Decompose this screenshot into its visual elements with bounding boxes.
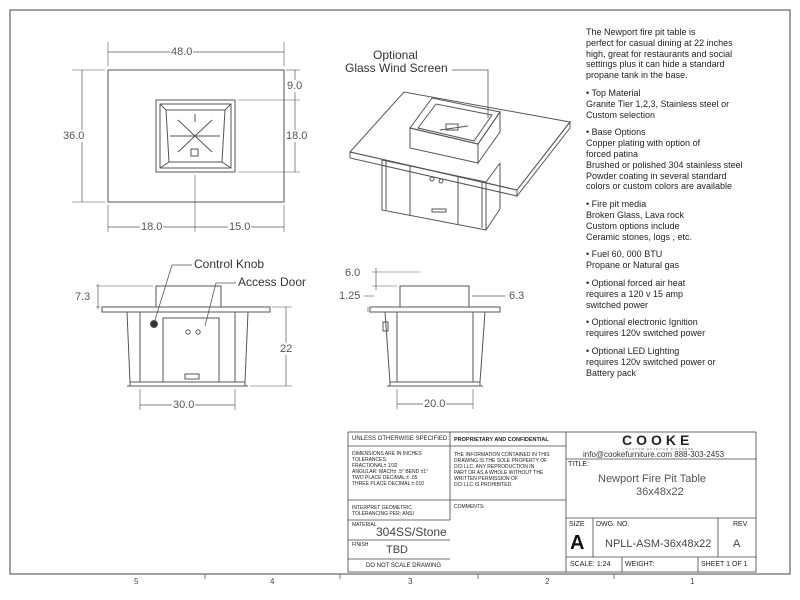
dim-top: 1.25 bbox=[339, 290, 361, 302]
interpret-block bbox=[352, 505, 414, 517]
dim-offset-left: 18.0 bbox=[141, 221, 163, 233]
spec-line: • Optional LED Lighting bbox=[586, 345, 680, 356]
proprietary-line: DRAWING IS THE SOLE PROPERTY OF bbox=[454, 458, 548, 464]
dim-inset-top: 9.0 bbox=[287, 80, 303, 92]
proprietary-line: DCI LLC IS PROHIBITED. bbox=[454, 482, 513, 488]
proprietary-line: PART OR AS A WHOLE WITHOUT THE bbox=[454, 470, 544, 476]
finish-value: TBD bbox=[386, 544, 408, 556]
spec-line: requires 120v switched power or bbox=[586, 356, 716, 367]
dim-width: 48.0 bbox=[171, 46, 193, 58]
spec-line: Granite Tier 1,2,3, Stainless steel or bbox=[586, 98, 730, 109]
intro-line: perfect for casual dining at 22 inches bbox=[586, 37, 733, 48]
tolerance-line: ANGULAR: MACH± .5° BEND ±1° bbox=[352, 469, 429, 475]
company-tagline: CUSTOM OUTDOOR KITCHENS bbox=[626, 447, 695, 451]
zone-label: 5 bbox=[134, 577, 139, 586]
tolerance-line: DIMENSIONS ARE IN INCHES bbox=[352, 451, 422, 457]
iso-view bbox=[350, 70, 570, 230]
dim-height: 22 bbox=[280, 343, 293, 355]
intro-line: The Newport fire pit table is bbox=[586, 27, 696, 37]
comments-label: COMMENTS: bbox=[454, 504, 485, 510]
proprietary-line: DCI LLC. ANY REPRODUCTION IN bbox=[454, 464, 535, 470]
spec-line: requires 120v switched power bbox=[586, 328, 706, 339]
dim-screen-height: 7.3 bbox=[75, 291, 91, 303]
wind-screen-callout-line1: Optional bbox=[373, 48, 418, 62]
dim-burner: 18.0 bbox=[286, 130, 308, 142]
spec-line: Brushed or polished 304 stainless steel bbox=[586, 159, 743, 170]
intro-line: propane tank in the base. bbox=[586, 70, 688, 81]
spec-line: colors or custom colors are available bbox=[586, 181, 733, 192]
interpret-line: INTERPRET GEOMETRIC bbox=[352, 505, 412, 511]
wind-screen-callout-line2: Glass Wind Screen bbox=[345, 61, 448, 75]
sheet-count: SHEET 1 OF 1 bbox=[701, 561, 748, 568]
spec-fuel bbox=[586, 249, 764, 271]
access-door-callout: Access Door bbox=[238, 275, 307, 289]
spec-ignition bbox=[586, 317, 764, 339]
intro-line: settings plus it can hide a standard bbox=[586, 59, 725, 70]
spec-base-options bbox=[586, 127, 764, 192]
tolerance-line: TWO PLACE DECIMAL ± .05 bbox=[352, 475, 418, 481]
spec-forced-air bbox=[586, 278, 764, 310]
proprietary-line: THE INFORMATION CONTAINED IN THIS bbox=[454, 452, 550, 458]
control-knob-callout: Control Knob bbox=[194, 257, 265, 271]
rev-value: A bbox=[733, 538, 741, 550]
tolerances-block bbox=[352, 451, 428, 487]
weight: WEIGHT: bbox=[625, 561, 655, 568]
spec-media bbox=[586, 199, 764, 242]
title-label: TITLE: bbox=[568, 461, 590, 468]
spec-line: Powder coating in several standard bbox=[586, 170, 727, 181]
drawing-subtitle: 36x48x22 bbox=[636, 486, 684, 498]
spec-line: Custom selection bbox=[586, 109, 656, 120]
dim-base-width: 30.0 bbox=[173, 399, 195, 411]
dim-depth: 36.0 bbox=[63, 130, 85, 142]
drawing-title: Newport Fire Pit Table bbox=[598, 473, 707, 485]
rev-label: REV bbox=[733, 521, 748, 528]
no-scale-note: DO NOT SCALE DRAWING bbox=[366, 563, 442, 569]
spec-line: forced patina bbox=[586, 148, 639, 159]
dwg-label: DWG. NO. bbox=[596, 521, 630, 528]
spec-line: requires a 120 v 15 amp bbox=[586, 288, 684, 299]
dwg-number: NPLL-ASM-36x48x22 bbox=[605, 538, 712, 550]
spec-line: • Top Material bbox=[586, 87, 641, 98]
unless-specified: UNLESS OTHERWISE SPECIFIED: bbox=[352, 436, 449, 442]
spec-line: Propane or Natural gas bbox=[586, 260, 680, 271]
scale: SCALE: 1:24 bbox=[570, 561, 611, 568]
spec-line: • Base Options bbox=[586, 127, 646, 138]
size-value: A bbox=[570, 532, 585, 554]
spec-line: switched power bbox=[586, 299, 649, 310]
spec-top-material bbox=[586, 88, 764, 120]
top-view bbox=[72, 42, 300, 232]
dim-base-depth: 20.0 bbox=[424, 398, 446, 410]
spec-line: Custom options include bbox=[586, 220, 680, 231]
dim-overhang: 6.3 bbox=[509, 290, 525, 302]
spec-led bbox=[586, 346, 764, 378]
company-logo: COOKE bbox=[622, 432, 694, 448]
dim-offset-right: 15.0 bbox=[229, 221, 251, 233]
zone-label: 2 bbox=[545, 577, 550, 586]
dim-screen: 6.0 bbox=[345, 267, 361, 279]
spec-line: Copper plating with option of bbox=[586, 138, 701, 149]
product-description bbox=[586, 27, 764, 385]
proprietary-title: PROPRIETARY AND CONFIDENTIAL bbox=[454, 437, 549, 443]
spec-line: • Optional electronic Ignition bbox=[586, 317, 698, 328]
material-value: 304SS/Stone bbox=[376, 525, 447, 539]
zone-label: 3 bbox=[408, 577, 413, 586]
spec-line: • Fire pit media bbox=[586, 199, 647, 210]
material-label: MATERIAL bbox=[352, 522, 377, 528]
tolerance-line: THREE PLACE DECIMAL ±.010 bbox=[352, 481, 425, 487]
spec-line: Ceramic stones, logs , etc. bbox=[586, 231, 693, 242]
size-label: SIZE bbox=[569, 521, 585, 528]
finish-label: FINISH bbox=[352, 542, 369, 548]
intro-line: high, great for restaurants and social bbox=[586, 48, 733, 59]
spec-line: Broken Glass, Lava rock bbox=[586, 209, 685, 220]
tolerance-line: FRACTIONAL± 1/32 bbox=[352, 463, 398, 469]
proprietary-line: WRITTEN PERMISSION OF bbox=[454, 476, 518, 482]
tolerance-line: TOLERANCES: bbox=[352, 457, 388, 463]
spec-line: • Optional forced air heat bbox=[586, 277, 686, 288]
proprietary-text bbox=[454, 452, 550, 488]
side-view bbox=[364, 268, 505, 409]
zone-label: 1 bbox=[690, 577, 695, 586]
spec-line: • Fuel 60, 000 BTU bbox=[586, 249, 663, 260]
zone-label: 4 bbox=[270, 577, 275, 586]
interpret-line: TOLERANCING PER: ANSI bbox=[352, 511, 414, 517]
company-contact: info@cookefurniture.com 888-303-2453 bbox=[583, 450, 725, 459]
spec-line: Battery pack bbox=[586, 367, 637, 378]
